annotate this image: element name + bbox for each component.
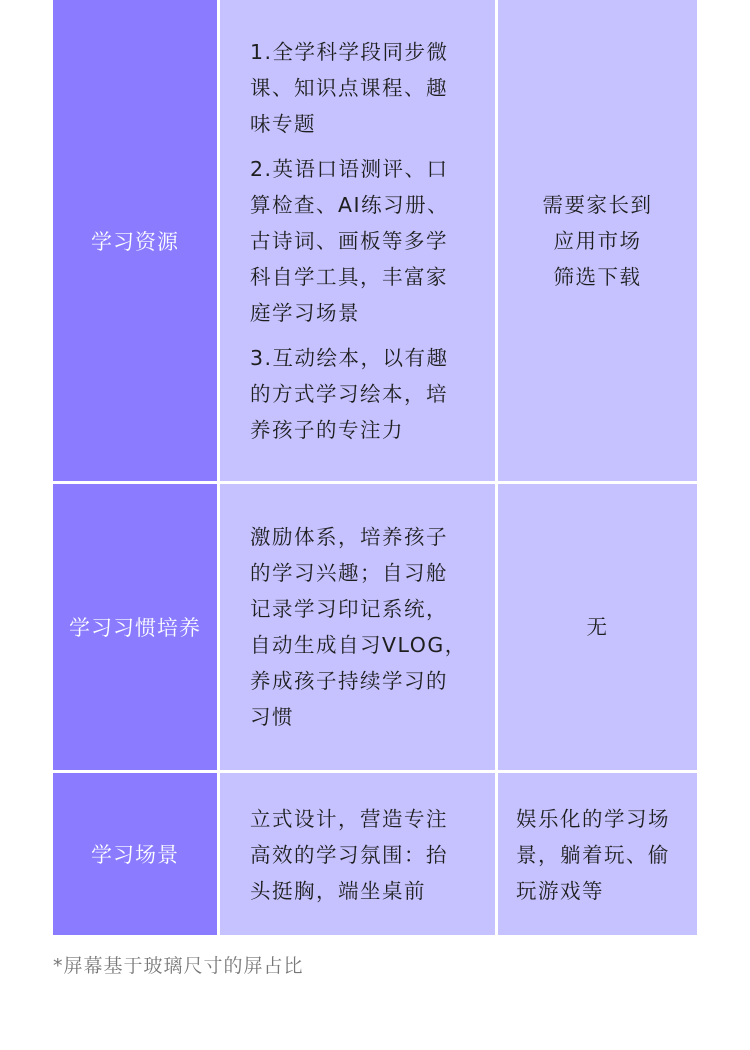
note-line: 无 (586, 615, 609, 639)
row-label-learning-resources: 学习资源 (53, 0, 217, 481)
table-row-learning-resources (53, 0, 697, 481)
row-description-habit-building (220, 484, 495, 770)
row-label-learning-scenario: 学习场景 (53, 773, 217, 935)
table-row-habit-building (53, 484, 697, 770)
row-description-learning-resources (220, 0, 495, 481)
description-item: 立式设计，营造专注高效的学习氛围：抬头挺胸，端坐桌前 (250, 807, 448, 903)
comparison-table (53, 0, 697, 938)
footnote: *屏幕基于玻璃尺寸的屏占比 (53, 955, 304, 977)
row-note-learning-resources (498, 0, 697, 481)
note-line-2: 应用市场 (553, 228, 642, 253)
description-item-2: 2.英语口语测评、口算检查、AI练习册、古诗词、画板等多学科自学工具，丰富家庭学习场景 (250, 156, 450, 325)
row-description-learning-scenario (220, 773, 495, 935)
table-row-learning-scenario (53, 773, 697, 935)
description-item-3: 3.互动绘本，以有趣的方式学习绘本，培养孩子的专注力 (250, 345, 449, 442)
note-line-1: 需要家长到 (542, 192, 653, 217)
note-line: 娱乐化的学习场景，躺着玩、偷玩游戏等 (516, 807, 670, 903)
note-line-3: 筛选下载 (553, 264, 642, 289)
description-item-1: 1.全学科学段同步微课、知识点课程、趣味专题 (250, 39, 449, 136)
row-note-habit-building (498, 484, 697, 770)
row-label-habit-building: 学习习惯培养 (53, 484, 217, 770)
row-note-learning-scenario (498, 773, 697, 935)
description-item: 激励体系，培养孩子的学习兴趣；自习舱记录学习印记系统，自动生成自习VLOG，养成孩子持续学习的习惯 (250, 525, 467, 729)
